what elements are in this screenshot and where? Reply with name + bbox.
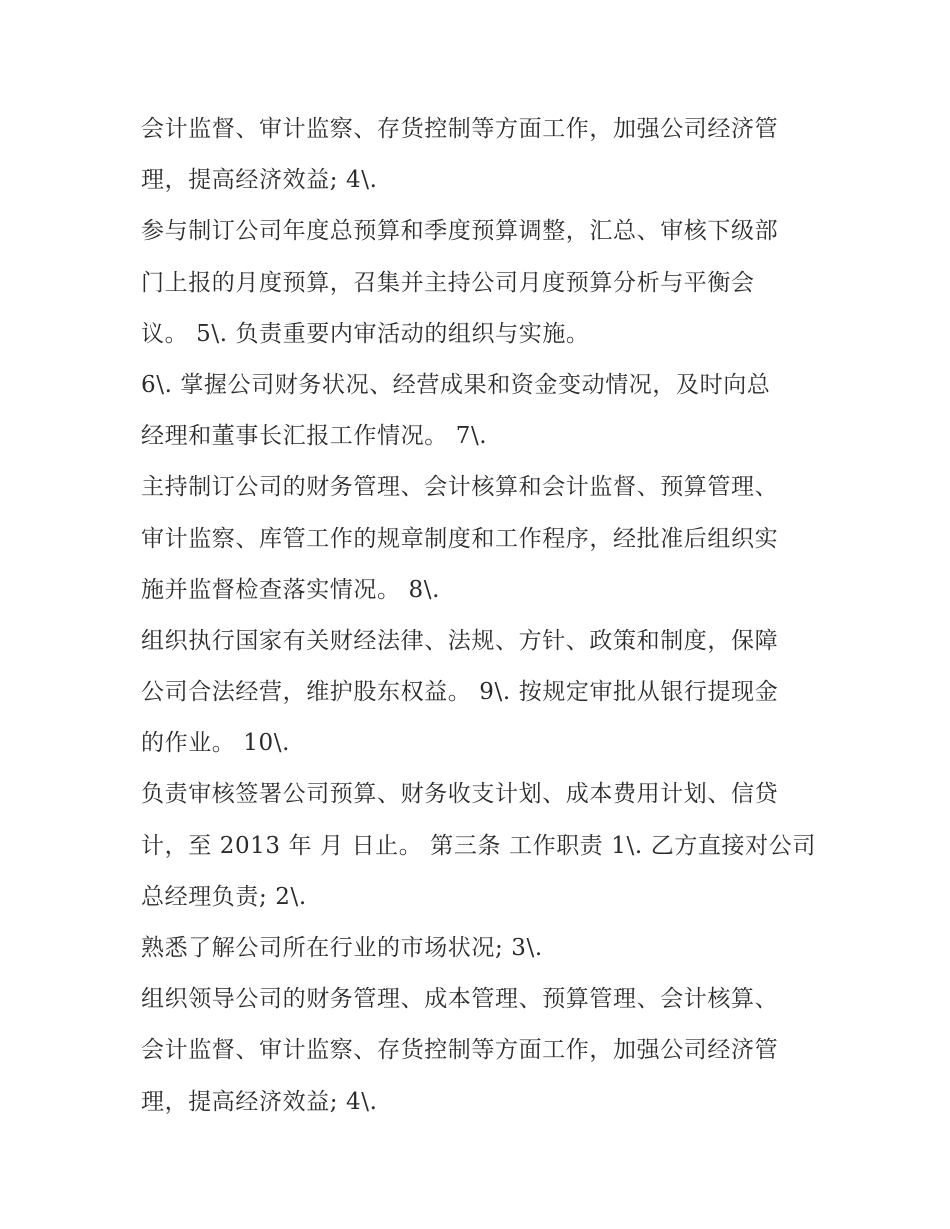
- text-line: 负责审核签署公司预算、财务收支计划、成本费用计划、信贷: [141, 781, 779, 808]
- text-line: 6\. 掌握公司财务状况、经营成果和资金变动情况，及时向总: [141, 371, 771, 398]
- text-line: 理，提高经济效益; 4\.: [141, 1088, 378, 1115]
- text-line: 会计监督、审计监察、存货控制等方面工作，加强公司经济管: [141, 1037, 779, 1064]
- document-body: [141, 104, 821, 1128]
- text-line: 审计监察、库管工作的规章制度和工作程序，经批准后组织实: [141, 525, 779, 552]
- text-line: 组织执行国家有关财经法律、法规、方针、政策和制度，保障: [141, 627, 779, 654]
- text-line: 门上报的月度预算，召集并主持公司月度预算分析与平衡会: [141, 269, 755, 296]
- text-line: 总经理负责; 2\.: [141, 883, 307, 910]
- text-line: 经理和董事长汇报工作情况。 7\.: [141, 423, 488, 450]
- text-line: 公司合法经营，维护股东权益。 9\. 按规定审批从银行提现金: [141, 679, 779, 706]
- text-line: 主持制订公司的财务管理、会计核算和会计监督、预算管理、: [141, 474, 779, 501]
- text-line: 组织领导公司的财务管理、成本管理、预算管理、会计核算、: [141, 986, 779, 1013]
- text-line: 计，至 2013 年 月 日止。 第三条 工作职责 1\. 乙方直接对公司: [141, 832, 816, 859]
- text-line: 参与制订公司年度总预算和季度预算调整，汇总、审核下级部: [141, 218, 779, 245]
- text-line: 施并监督检查落实情况。 8\.: [141, 576, 441, 603]
- text-line: 理，提高经济效益; 4\.: [141, 167, 378, 194]
- text-line: 议。 5\. 负责重要内审活动的组织与实施。: [141, 320, 590, 347]
- text-line: 会计监督、审计监察、存货控制等方面工作，加强公司经济管: [141, 116, 779, 142]
- text-line: 的作业。 10\.: [141, 730, 291, 757]
- text-line: 熟悉了解公司所在行业的市场状况; 3\.: [141, 935, 543, 961]
